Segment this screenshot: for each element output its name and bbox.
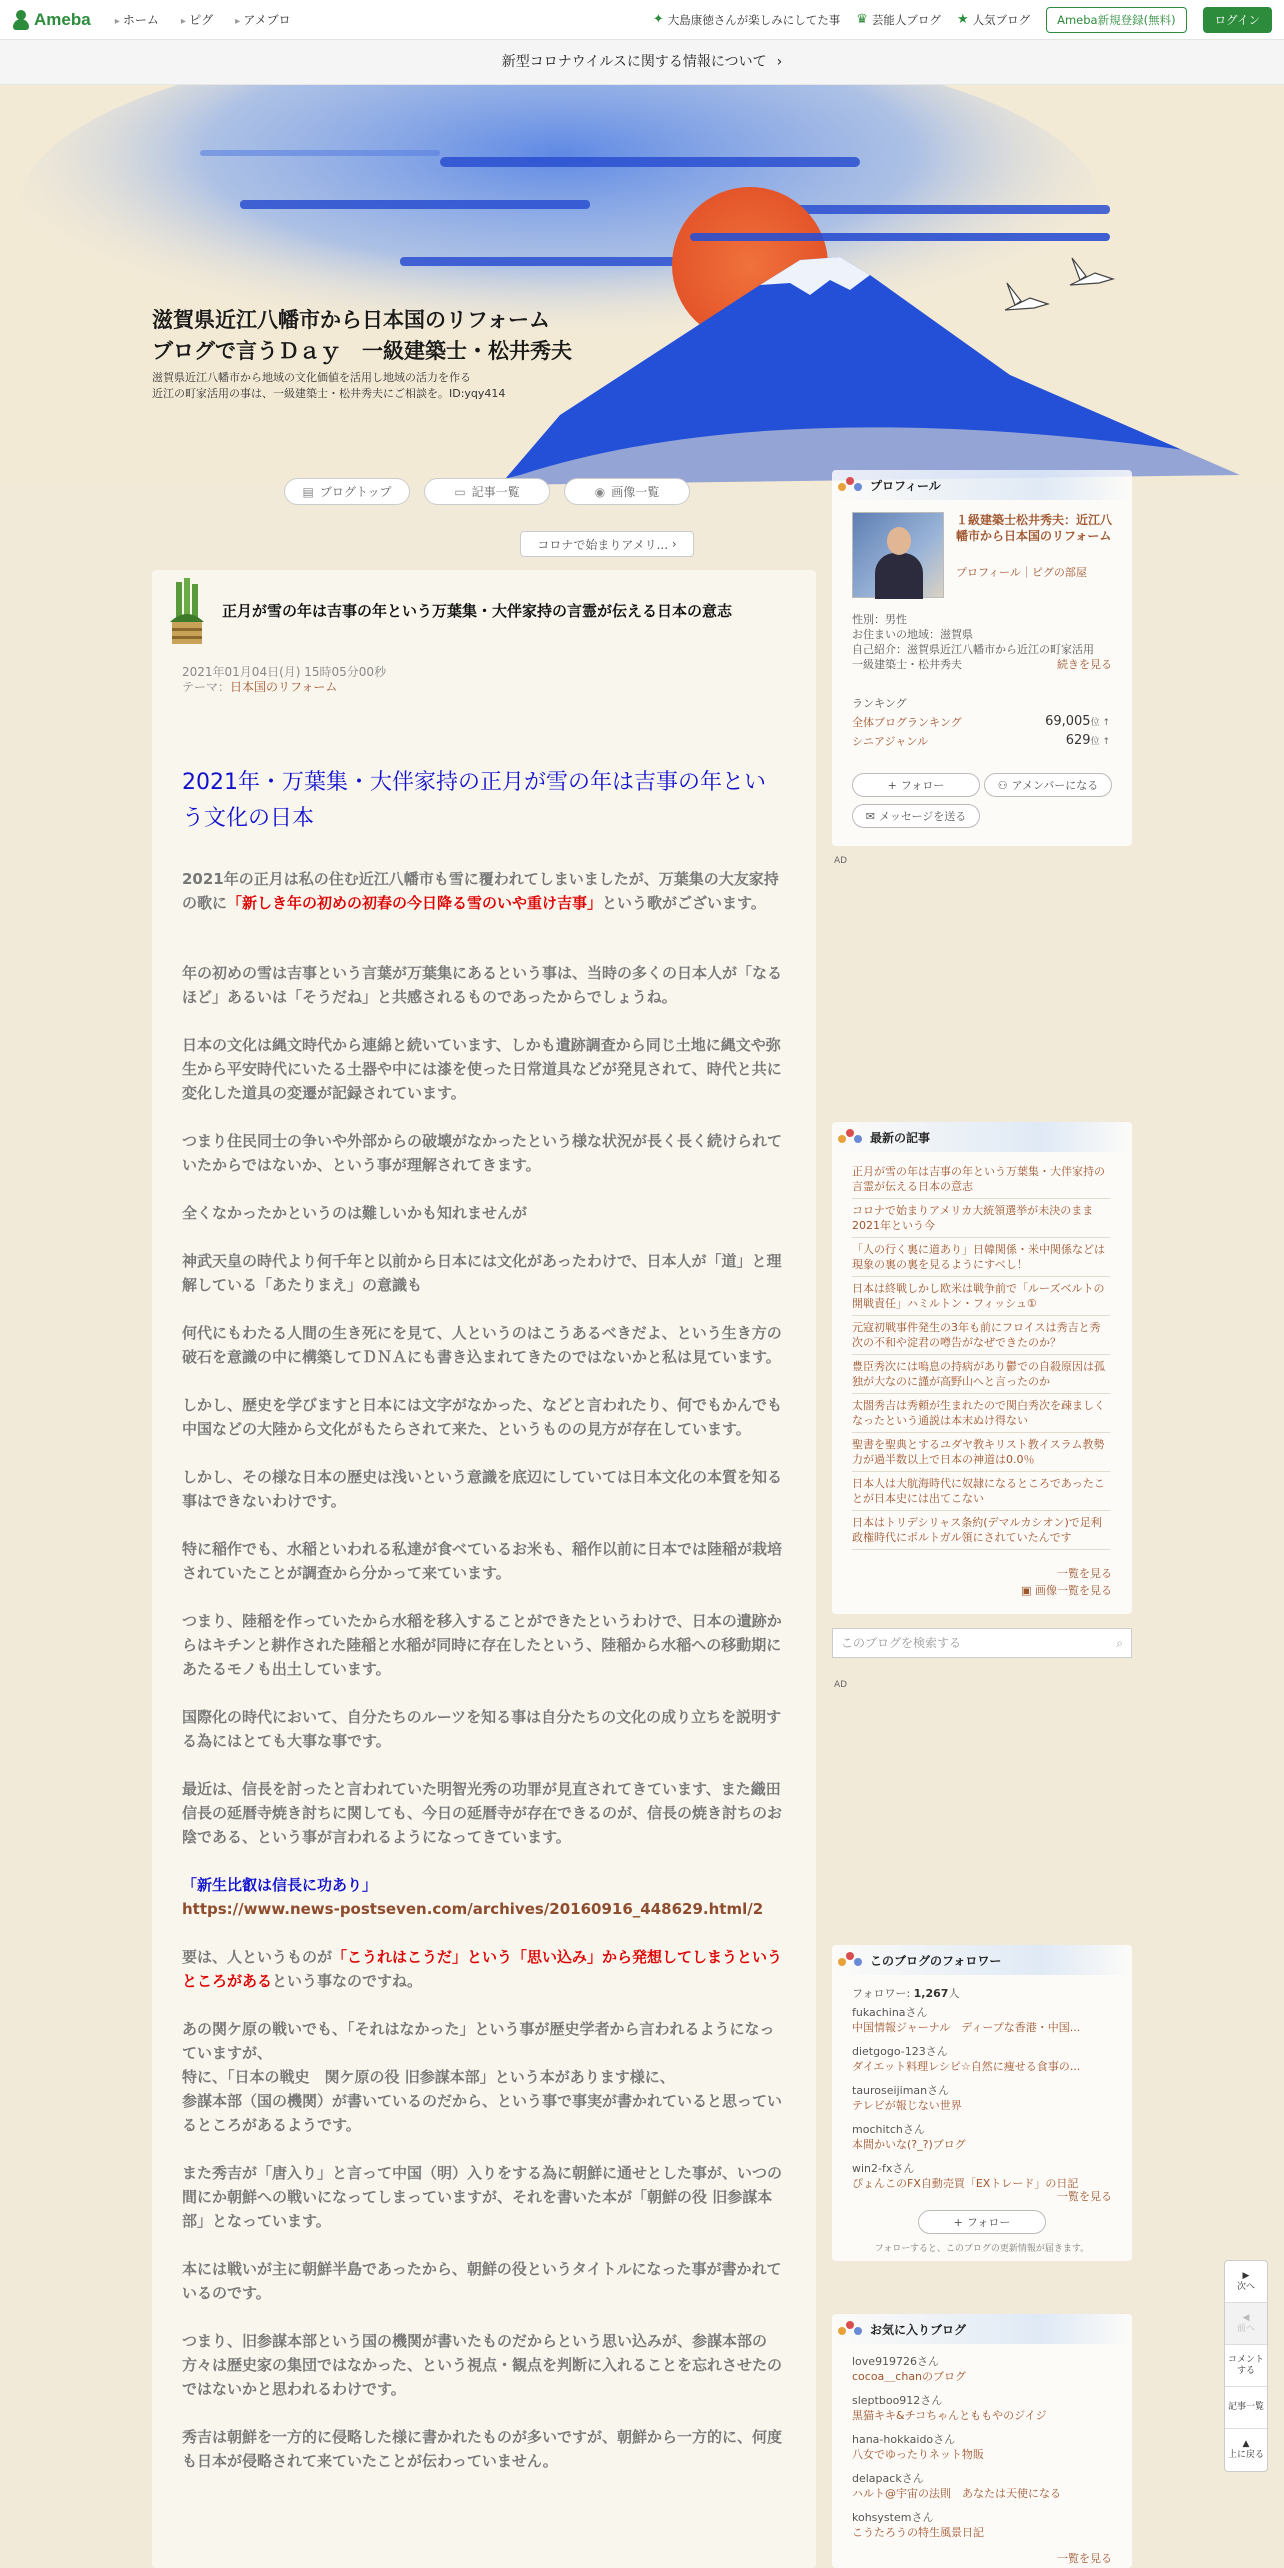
nav-pigg[interactable]: ▸ ピグ [181, 11, 213, 28]
camera-icon: ◉ [594, 484, 606, 499]
entry-list-button[interactable]: 記事一覧 [1225, 2387, 1267, 2429]
paragraph: 神武天皇の時代より何千年と以前から日本には文化があったわけで、日本人が「道」と理解している「あたりまえ」の意識も [182, 1252, 782, 1294]
kadomatsu-icon [168, 576, 206, 648]
chevron-right-icon: › [776, 54, 783, 70]
recent-entry[interactable]: 「人の行く裏に道あり」日韓関係・米中関係などは現象の裏の裏を見るようにすべし！ [852, 1238, 1110, 1277]
follower-item[interactable]: mochitchさん 本間かいな(?_?)ブログ [852, 2123, 966, 2151]
global-header [0, 0, 1284, 40]
header-link-trending[interactable]: ✦ 大島康徳さんが楽しみにしてた事 [652, 12, 841, 27]
blossom-icon [838, 475, 864, 495]
followers-box [832, 1945, 1132, 2261]
recent-entries-box [832, 1122, 1132, 1614]
profile-avatar[interactable] [852, 512, 944, 598]
profile-links[interactable]: プロフィール｜ピグの部屋 [956, 566, 1087, 579]
profile-box [832, 470, 1132, 846]
entry-heading: 2021年・万葉集・大伴家持の正月が雪の年は吉事の年という文化の日本 [182, 770, 766, 831]
notice-text: 新型コロナウイルスに関する情報について [501, 54, 767, 70]
recent-more-link[interactable]: 一覧を見る [1057, 1567, 1112, 1580]
paragraph: しかし、歴史を学びますと日本には文字がなかった、などと言われたり、何でもかんでも中国などの大陸から文化がもたらされて来た、というものの見方が存在しています。 [182, 1396, 783, 1438]
external-link[interactable]: https://www.news-postseven.com/archives/20160916_448629.html/2 [182, 1900, 764, 1918]
recent-entries-list [852, 1160, 1110, 1550]
recent-entry[interactable]: 聖書を聖典とするユダヤ教キリスト教イスラム教勢力が過半数以上で日本の神道は0.0％ [852, 1433, 1110, 1472]
nav-ameblo[interactable]: ▸ アメブロ [235, 11, 290, 28]
covid-notice-link[interactable] [0, 40, 1284, 85]
blog-tabs [284, 478, 690, 505]
paragraph: つまり、陸稲を作っていたから水稲を移入することができたというわけで、日本の遺跡からはキチンと耕作された陸稲と水稲が同時に存在したという、陸稲から水稲への移動期にあたるモノも出土しています。 [182, 1612, 782, 1678]
paragraph: 全くなかったかというのは難しいかも知れませんが [182, 1204, 528, 1222]
entry-theme: テーマ：日本国のリフォーム [182, 680, 338, 694]
ameba-logo[interactable] [12, 10, 91, 30]
sparkle-icon: ✦ [652, 12, 664, 27]
search-icon[interactable]: ⌕ [1116, 1636, 1123, 1650]
entry-body [182, 765, 786, 2497]
favorite-list [852, 2354, 1110, 2549]
ranking-senior[interactable]: シニアジャンル 629位 ↑ [852, 733, 1110, 748]
favorite-item[interactable]: love919726さん cocoa＿chanのブログ [852, 2355, 967, 2383]
favorite-blogs-box [832, 2314, 1132, 2568]
list-icon: ▭ [454, 484, 466, 499]
favorite-item[interactable]: kohsystemさん こうたろうの特生風景日記 [852, 2511, 984, 2539]
amember-button[interactable]: ⚇ アメンバーになる [984, 773, 1112, 797]
paragraph: 最近は、信長を討ったと言われていた明智光秀の功罪が見直されてきています、また織田信長の延暦寺焼き討ちに関しても、今日の延暦寺が存在できるのが、信長の焼き討ちのお陰である、という事が言われるようになってきています。 [182, 1780, 783, 1846]
message-button[interactable]: ✉ メッセージを送る [852, 804, 980, 828]
next-entry-button[interactable]: ▶ 次へ [1225, 2261, 1267, 2303]
follower-item[interactable]: tauroseijimanさん テレビが報じない世界 [852, 2084, 962, 2112]
follower-count: フォロワー: 1,267人 [852, 1987, 960, 2000]
recent-entry[interactable]: コロナで始まりアメリカ大統領選挙が未決のまま2021年という今 [852, 1199, 1110, 1238]
floating-entry-nav [1224, 2260, 1268, 2472]
profile-name[interactable]: １級建築士松井秀夫：近江八幡市から日本国のリフォーム [956, 513, 1113, 543]
paragraph: つまり住民同士の争いや外部からの破壊がなかったという様な状況が長く長く続けられていたからではないか、という事が理解されてきます。 [182, 1132, 783, 1174]
blog-title[interactable]: 滋賀県近江八幡市から日本国のリフォーム ブログで言うＤａｙ 一級建築士・松井秀夫 [152, 308, 572, 363]
star-icon: ★ [956, 12, 969, 27]
recent-entry[interactable]: 日本は終戦しかし欧米は戦争前で「ルーズベルトの開戦責任」ハミルトン・フィッシュ① [852, 1277, 1110, 1316]
crown-icon: ♛ [856, 12, 868, 27]
header-right [653, 7, 1272, 33]
prev-entry-button[interactable]: ◀ 前へ [1225, 2303, 1267, 2345]
recent-entry[interactable]: 元寇初戦事件発生の3年も前にフロイスは秀吉と秀次の不和や淀君の噂告がなぜできたのか？ [852, 1316, 1110, 1355]
recent-entry[interactable]: 日本はトリデシリャス条約(デマルカシオン)で足利政権時代にポルトガル領にされていたんです [852, 1511, 1110, 1550]
ad-label: AD [834, 1680, 848, 1690]
comment-button[interactable]: コメントする [1225, 2345, 1267, 2387]
blog-header-image [0, 85, 1284, 485]
profile-heading: プロフィール [832, 470, 1132, 500]
back-icon: ◀ [1242, 2312, 1250, 2323]
mail-icon: ✉ [865, 809, 875, 823]
tab-entry-list[interactable]: ▭ 記事一覧 [424, 478, 550, 505]
register-button[interactable]: Ameba新規登録(無料) [1046, 7, 1186, 33]
followers-more-link[interactable]: 一覧を見る [1057, 2190, 1112, 2203]
people-icon: ⚇ [997, 778, 1008, 792]
follower-list [852, 2005, 1110, 2200]
paragraph: 2021年の正月は私の住む近江八幡市も雪に覆われてしまいましたが、万葉集の大友家持の歌に「新しき年の初めの初春の今日降る雪のいや重け吉事」という歌がございます。 [182, 870, 779, 912]
entry-date: 2021年01月04日(月) 15時05分00秒 [182, 665, 387, 679]
ameba-logo-icon [12, 10, 30, 30]
follower-item[interactable]: win2-fxさん ぴょんこのFX自動売買「EXトレード」の日記 [852, 2162, 1079, 2190]
recent-heading: 最新の記事 [832, 1122, 1132, 1152]
profile-info: 性別：男性 お住まいの地域：滋賀県 自己紹介：滋賀県近江八幡市から近江の町家活用 一級建築士・松井秀夫 [852, 613, 1094, 671]
link-title: 「新生比叡は信長に功あり」 [182, 1876, 378, 1894]
blog-entry [152, 570, 816, 2568]
recent-entry[interactable]: 日本人は大航海時代に奴隷になるところであったことが日本史には出てこない [852, 1472, 1110, 1511]
blossom-icon [838, 1127, 864, 1147]
follower-item[interactable]: fukachinaさん 中国情報ジャーナル ディープな香港・中国... [852, 2006, 1081, 2034]
follow-button-2[interactable]: + フォロー [918, 2210, 1046, 2234]
paragraph: 何代にもわたる人間の生き死にを見て、人というのはこうあるべきだよ、という生き方の破石を意識の中に構築してＤＮＡにも書き込まれてきたのではないかと私は見ています。 [182, 1324, 782, 1366]
favorite-item[interactable]: delapackさん ハルト@宇宙の法則 あなたは天使になる [852, 2472, 1061, 2500]
back-to-top-button[interactable]: ▲ 上に戻る [1227, 2439, 1264, 2460]
plus-icon: + [887, 778, 897, 792]
paragraph: 本には戦いが主に朝鮮半島であったから、朝鮮の役というタイトルになった事が書かれているのです。 [182, 2260, 782, 2302]
paragraph: 秀吉は朝鮮を一方的に侵略した様に書かれたものが多いですが、朝鮮から一方的に、何度も日本が侵略されて来ていたことが伝わっていません。 [182, 2428, 783, 2470]
paragraph: 国際化の時代において、自分たちのルーツを知る事は自分たちの文化の成り立ちを説明する為にはとても大事な事です。 [182, 1708, 782, 1750]
ranking-label: ランキング [852, 697, 907, 710]
blossom-icon [838, 2319, 864, 2339]
blossom-icon [838, 1950, 864, 1970]
recent-entry[interactable]: 太閤秀吉は秀頼が生まれたので関白秀次を疎ましくなったという通説は本末ぬけ得ない [852, 1394, 1110, 1433]
login-button[interactable]: ログイン [1203, 7, 1272, 33]
header-link-celebrity[interactable]: ♛ 芸能人ブログ [856, 12, 941, 27]
global-nav [115, 11, 291, 28]
recent-entry[interactable]: 豊臣秀次には嗚息の持病があり鬱での自殺原因は孤独が大なのに謹が高野山へと言ったのか [852, 1355, 1110, 1394]
follow-button[interactable]: + フォロー [852, 773, 980, 797]
fuji-sunrise-illustration [0, 85, 1284, 485]
header-link-popular[interactable]: ★ 人気ブログ [956, 12, 1031, 27]
blog-description: 滋賀県近江八幡市から地域の文化価値を活用し地域の活力を作る 近江の町家活用の事は、一級建築士・松井秀夫にご相談を。ID:yqy414 [152, 371, 506, 400]
ad-label: AD [834, 856, 848, 866]
document-icon: ▤ [302, 484, 314, 499]
nav-home[interactable]: ▸ ホーム [115, 11, 159, 28]
logo-text: Ameba [34, 9, 91, 29]
recent-entry[interactable]: 正月が雪の年は吉事の年という万葉集・大伴家持の言霊が伝える日本の意志 [852, 1160, 1110, 1199]
up-arrow-icon: ▲ [1242, 2439, 1250, 2449]
play-icon: ▶ [1242, 2270, 1250, 2281]
favorites-heading: お気に入りブログ [832, 2314, 1132, 2344]
entry-title[interactable]: 正月が雪の年は吉事の年という万葉集・大伴家持の言霊が伝える日本の意志 [222, 602, 733, 620]
image-list-link[interactable]: ▣ 画像一覧を見る [1021, 1584, 1112, 1597]
paragraph: 特に稲作でも、水稲といわれる私達が食べているお米も、稲作以前に日本では陸稲が栽培されていたことが調査から分かって来ています。 [182, 1540, 783, 1582]
favorite-item[interactable]: sleptboo912さん 黒猫キキ&チコちゃんとももやのジイジ [852, 2394, 1047, 2422]
favorites-more-link[interactable]: 一覧を見る [1057, 2552, 1112, 2565]
plus-icon: + [953, 2215, 963, 2229]
paragraph: 要は、人というものが「こうれはこうだ」という「思い込み」から発想してしまうというところがあるという事なのですね。 [182, 1948, 783, 1990]
next-entry-link[interactable]: コロナで始まりアメリ... › [520, 531, 694, 557]
paragraph: また秀吉が「唐入り」と言って中国（明）入りをする為に朝鮮に通せとした事が、いつの間にか朝鮮への戦いになってしまっていますが、それを書いた本が「朝鮮の役 旧参謀本部」となっています。 [182, 2164, 783, 2230]
tab-image-list[interactable]: ◉ 画像一覧 [564, 478, 690, 505]
image-icon: ▣ [1021, 1584, 1035, 1597]
blog-search-input[interactable]: このブログを検索する ⌕ [832, 1628, 1132, 1658]
external-link-block [182, 1873, 786, 1921]
followers-heading: このブログのフォロワー [832, 1945, 1132, 1975]
profile-more-link[interactable]: 続きを見る [1057, 658, 1112, 671]
favorite-item[interactable]: hana-hokkaidoさん 八女でゆったりネット物販 [852, 2433, 984, 2461]
follow-note: フォローすると、このブログの更新情報が届きます。 [874, 2244, 1090, 2254]
theme-link[interactable]: 日本国のリフォーム [230, 680, 338, 694]
paragraph: 日本の文化は縄文時代から連綿と続いています、しかも遺跡調査から同じ土地に縄文や弥生から平安時代にいたる土器や中には漆を使った日常道具などが発見されて、時代と共に変化した道具の変遷が記録されています。 [182, 1036, 782, 1102]
ranking-overall[interactable]: 全体ブログランキング 69,005位 ↑ [852, 714, 1110, 729]
follower-item[interactable]: dietgogo-123さん ダイエット料理レシピ☆自然に痩せる食事の... [852, 2045, 1081, 2073]
tab-blog-top[interactable]: ▤ ブログトップ [284, 478, 410, 505]
paragraph: しかし、その様な日本の歴史は浅いという意識を底辺にしていては日本文化の本質を知る事はできないわけです。 [182, 1468, 783, 1510]
paragraph: つまり、旧参謀本部という国の機関が書いたものだからという思い込みが、参謀本部の方々は歴史家の集団ではなかった、という視点・観点を判断に入れることを忘れさせたのではないかと思われるわけです。 [182, 2332, 783, 2398]
paragraph: 年の初めの雪は吉事という言葉が万葉集にあるという事は、当時の多くの日本人が「なるほど」あるいは「そうだね」と共感されるものであったからでしょうね。 [182, 964, 783, 1006]
paragraph: あの関ケ原の戦いでも、「それはなかった」という事が歴史学者から言われるようになっていますが、 特に、「日本の戦史 関ケ原の役 旧参謀本部」という本があります様に、 参謀本部（国の機関）が書いているのだから、という事で事実が書かれていると思っているところがあるようです。 [182, 2020, 783, 2134]
